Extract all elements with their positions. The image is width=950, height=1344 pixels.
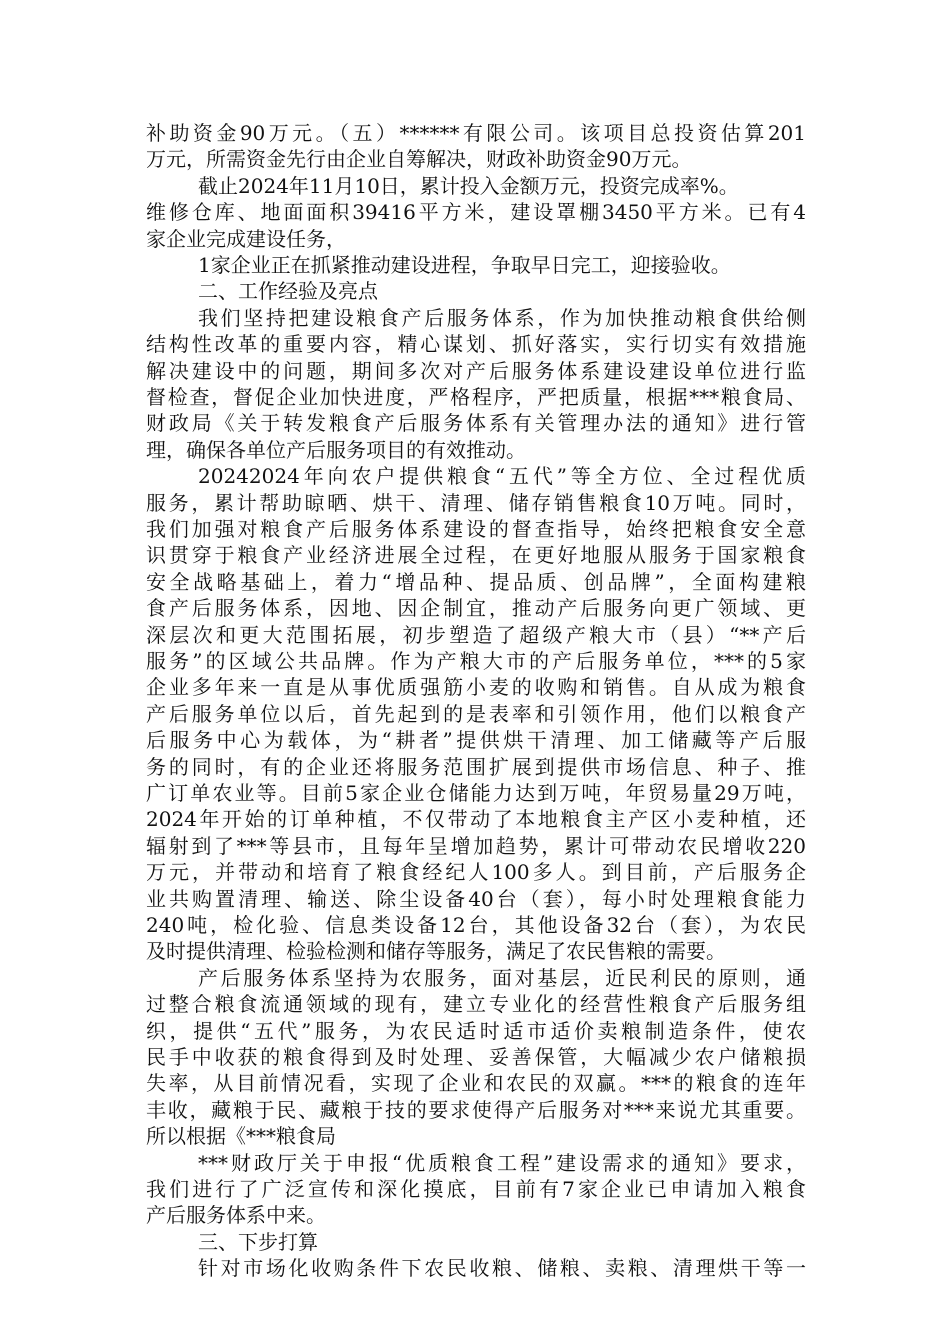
text-line: 及时提供清理、检验检测和储存等服务，满足了农民售粮的需要。 — [146, 939, 726, 964]
text-line: 广订单农业等。目前5家企业仓储能力达到万吨，年贸易量29万吨， — [146, 781, 806, 805]
text-line: 务的同时，有的企业还将服务范围扩展到提供市场信息、种子、推 — [146, 754, 806, 779]
text-line: 安全战略基础上，着力“增品种、提品质、创品牌”，全面构建粮 — [146, 569, 806, 594]
text-line: 2024年开始的订单种植，不仅带动了本地粮食主产区小麦种植，还 — [146, 807, 806, 832]
text-line: 企业多年来一直是从事优质强筋小麦的收购和销售。自从成为粮食 — [146, 675, 806, 700]
text-line: 所以根据《***粮食局 — [146, 1124, 336, 1149]
text-line: 财政局《关于转发粮食产后服务体系有关管理办法的通知》进行管 — [146, 411, 806, 436]
text-line: 丰收，藏粮于民、藏粮于技的要求使得产后服务对***来说尤其重要。 — [146, 1097, 806, 1122]
text-line: 产后服务单位以后，首先起到的是表率和引领作用，他们以粮食产 — [146, 701, 806, 726]
text-line: 产后服务体系中来。 — [146, 1203, 326, 1228]
text-line: 20242024年向农户提供粮食“五代”等全方位、全过程优质 — [198, 464, 806, 489]
text-line: 万元，并带动和培育了粮食经纪人100多人。到目前，产后服务企 — [146, 860, 806, 885]
text-line: 民手中收获的粮食得到及时处理、妥善保管，大幅减少农户储粮损 — [146, 1045, 806, 1069]
text-line: ***财政厅关于申报“优质粮食工程”建设需求的通知》要求， — [198, 1150, 806, 1175]
text-line: 维修仓库、地面面积39416平方米，建设罩棚3450平方米。已有4 — [146, 200, 806, 225]
text-line: 服务”的区域公共品牌。作为产粮大市的产后服务单位，***的5家 — [146, 649, 806, 673]
text-line: 解决建设中的问题，期间多次对产后服务体系建设建设单位进行监 — [146, 358, 806, 383]
text-line: 针对市场化收购条件下农民收粮、储粮、卖粮、清理烘干等一 — [198, 1256, 806, 1281]
text-line: 产后服务体系坚持为农服务，面对基层，近民利民的原则，通 — [198, 965, 806, 990]
text-line: 截止2024年11月10日，累计投入金额万元，投资完成率%。 — [198, 173, 739, 198]
text-line: 深层次和更大范围拓展，初步塑造了超级产粮大市（县）“**产后 — [146, 622, 806, 647]
text-line: 织，提供“五代”服务，为农民适时适市适价卖粮制造条件，使农 — [146, 1018, 806, 1043]
text-line: 过整合粮食流通领域的现有，建立专业化的经营性粮食产后服务组 — [146, 992, 806, 1017]
text-line: 督检查，督促企业加快进度，严格程序，严把质量，根据***粮食局、 — [146, 385, 806, 409]
text-line: 结构性改革的重要内容，精心谋划、抓好落实，实行切实有效措施 — [146, 332, 806, 357]
text-line: 我们进行了广泛宣传和深化摸底，目前有7家企业已申请加入粮食 — [146, 1177, 806, 1201]
text-line: 补助资金90万元。（五）******有限公司。该项目总投资估算201 — [146, 121, 806, 145]
text-line: 我们坚持把建设粮食产后服务体系，作为加快推动粮食供给侧 — [198, 305, 806, 330]
text-line: 240吨，检化验、信息类设备12台，其他设备32台（套），为农民 — [146, 913, 806, 937]
section-heading: 三、下步打算 — [198, 1229, 318, 1254]
text-line: 家企业完成建设任务， — [146, 226, 346, 251]
text-line: 1家企业正在抓紧推动建设进程，争取早日完工，迎接验收。 — [198, 253, 731, 277]
text-line: 服务，累计帮助晾晒、烘干、清理、储存销售粮食10万吨。同时， — [146, 490, 806, 515]
text-line: 业共购置清理、输送、除尘设备40台（套），每小时处理粮食能力 — [146, 886, 806, 911]
text-line: 食产后服务体系，因地、因企制宜，推动产后服务向更广领域、更 — [146, 596, 806, 621]
text-line: 万元，所需资金先行由企业自筹解决，财政补助资金90万元。 — [146, 147, 692, 172]
text-line: 失率，从目前情况看，实现了企业和农民的双赢。***的粮食的连年 — [146, 1071, 806, 1096]
text-line: 辐射到了***等县市，且每年呈增加趋势，累计可带动农民增收220 — [146, 833, 806, 858]
text-line: 识贯穿于粮食产业经济进展全过程，在更好地服从服务于国家粮食 — [146, 543, 806, 568]
section-heading: 二、工作经验及亮点 — [198, 279, 378, 304]
text-line: 理，确保各单位产后服务项目的有效推动。 — [146, 437, 526, 462]
text-line: 后服务中心为载体，为“耕者”提供烘干清理、加工储藏等产后服 — [146, 728, 806, 753]
text-line: 我们加强对粮食产后服务体系建设的督查指导，始终把粮食安全意 — [146, 517, 806, 541]
